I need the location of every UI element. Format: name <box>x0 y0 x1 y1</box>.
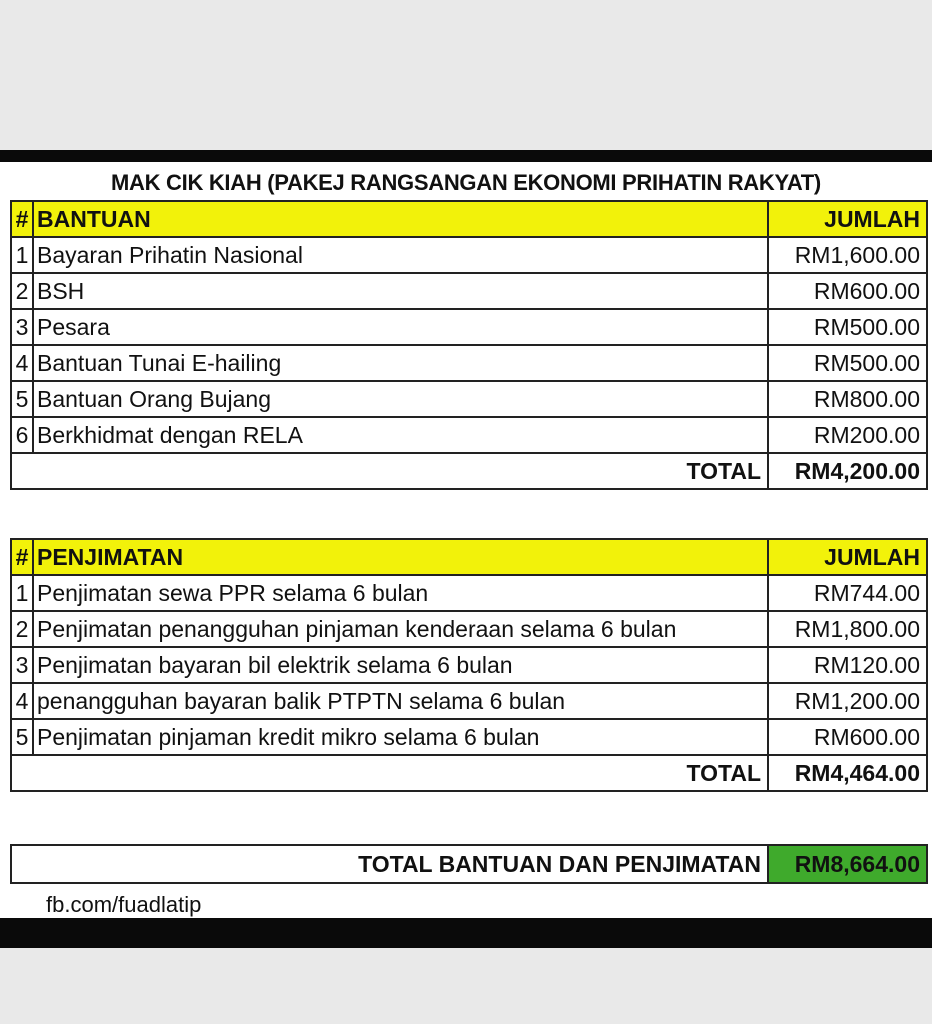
row-num: 5 <box>11 719 33 755</box>
table-row <box>11 381 927 417</box>
header-penjimatan: PENJIMATAN <box>33 539 768 575</box>
row-amount: RM500.00 <box>768 345 927 381</box>
row-label: Penjimatan penangguhan pinjaman kenderaan selama 6 bulan <box>33 611 768 647</box>
row-num: 3 <box>11 309 33 345</box>
penjimatan-header-row <box>11 539 927 575</box>
grand-total-row <box>11 845 927 883</box>
top-black-bar <box>0 150 932 162</box>
table-row <box>11 683 927 719</box>
source-credit: fb.com/fuadlatip <box>46 892 202 917</box>
table-row <box>11 273 927 309</box>
row-label: Penjimatan pinjaman kredit mikro selama 6 bulan <box>33 719 768 755</box>
table-row <box>11 719 927 755</box>
row-amount: RM120.00 <box>768 647 927 683</box>
table-row <box>11 345 927 381</box>
header-num: # <box>11 201 33 237</box>
row-num: 2 <box>11 611 33 647</box>
header-jumlah: JUMLAH <box>768 201 927 237</box>
row-num: 1 <box>11 237 33 273</box>
penjimatan-table <box>10 538 928 792</box>
total-label: TOTAL <box>11 755 768 791</box>
row-num: 4 <box>11 683 33 719</box>
bottom-black-bar <box>0 918 932 948</box>
sheet-title: MAK CIK KIAH (PAKEJ RANGSANGAN EKONOMI PRIHATIN RAKYAT) <box>111 170 821 195</box>
spreadsheet-image <box>0 162 932 918</box>
row-amount: RM744.00 <box>768 575 927 611</box>
table-row <box>11 647 927 683</box>
table-row <box>11 417 927 453</box>
row-num: 4 <box>11 345 33 381</box>
row-num: 1 <box>11 575 33 611</box>
row-num: 2 <box>11 273 33 309</box>
row-label: Pesara <box>33 309 768 345</box>
row-amount: RM600.00 <box>768 273 927 309</box>
penjimatan-total-row <box>11 755 927 791</box>
bantuan-total-row <box>11 453 927 489</box>
row-amount: RM600.00 <box>768 719 927 755</box>
total-label: TOTAL <box>11 453 768 489</box>
row-num: 5 <box>11 381 33 417</box>
row-num: 3 <box>11 647 33 683</box>
row-amount: RM800.00 <box>768 381 927 417</box>
row-amount: RM1,200.00 <box>768 683 927 719</box>
row-amount: RM1,800.00 <box>768 611 927 647</box>
header-bantuan: BANTUAN <box>33 201 768 237</box>
row-label: Berkhidmat dengan RELA <box>33 417 768 453</box>
row-num: 6 <box>11 417 33 453</box>
header-num: # <box>11 539 33 575</box>
bantuan-header-row <box>11 201 927 237</box>
row-label: BSH <box>33 273 768 309</box>
grand-total-amount: RM8,664.00 <box>768 845 927 883</box>
total-amount: RM4,464.00 <box>768 755 927 791</box>
bantuan-table <box>10 200 928 490</box>
header-jumlah: JUMLAH <box>768 539 927 575</box>
row-amount: RM200.00 <box>768 417 927 453</box>
row-label: Bantuan Orang Bujang <box>33 381 768 417</box>
row-amount: RM1,600.00 <box>768 237 927 273</box>
row-label: Penjimatan bayaran bil elektrik selama 6 bulan <box>33 647 768 683</box>
total-amount: RM4,200.00 <box>768 453 927 489</box>
row-label: penangguhan bayaran balik PTPTN selama 6 bulan <box>33 683 768 719</box>
table-row <box>11 309 927 345</box>
row-label: Bayaran Prihatin Nasional <box>33 237 768 273</box>
table-row <box>11 575 927 611</box>
grand-total-label: TOTAL BANTUAN DAN PENJIMATAN <box>11 845 768 883</box>
row-amount: RM500.00 <box>768 309 927 345</box>
grand-total-table <box>10 844 928 884</box>
table-row <box>11 611 927 647</box>
table-row <box>11 237 927 273</box>
row-label: Bantuan Tunai E-hailing <box>33 345 768 381</box>
row-label: Penjimatan sewa PPR selama 6 bulan <box>33 575 768 611</box>
